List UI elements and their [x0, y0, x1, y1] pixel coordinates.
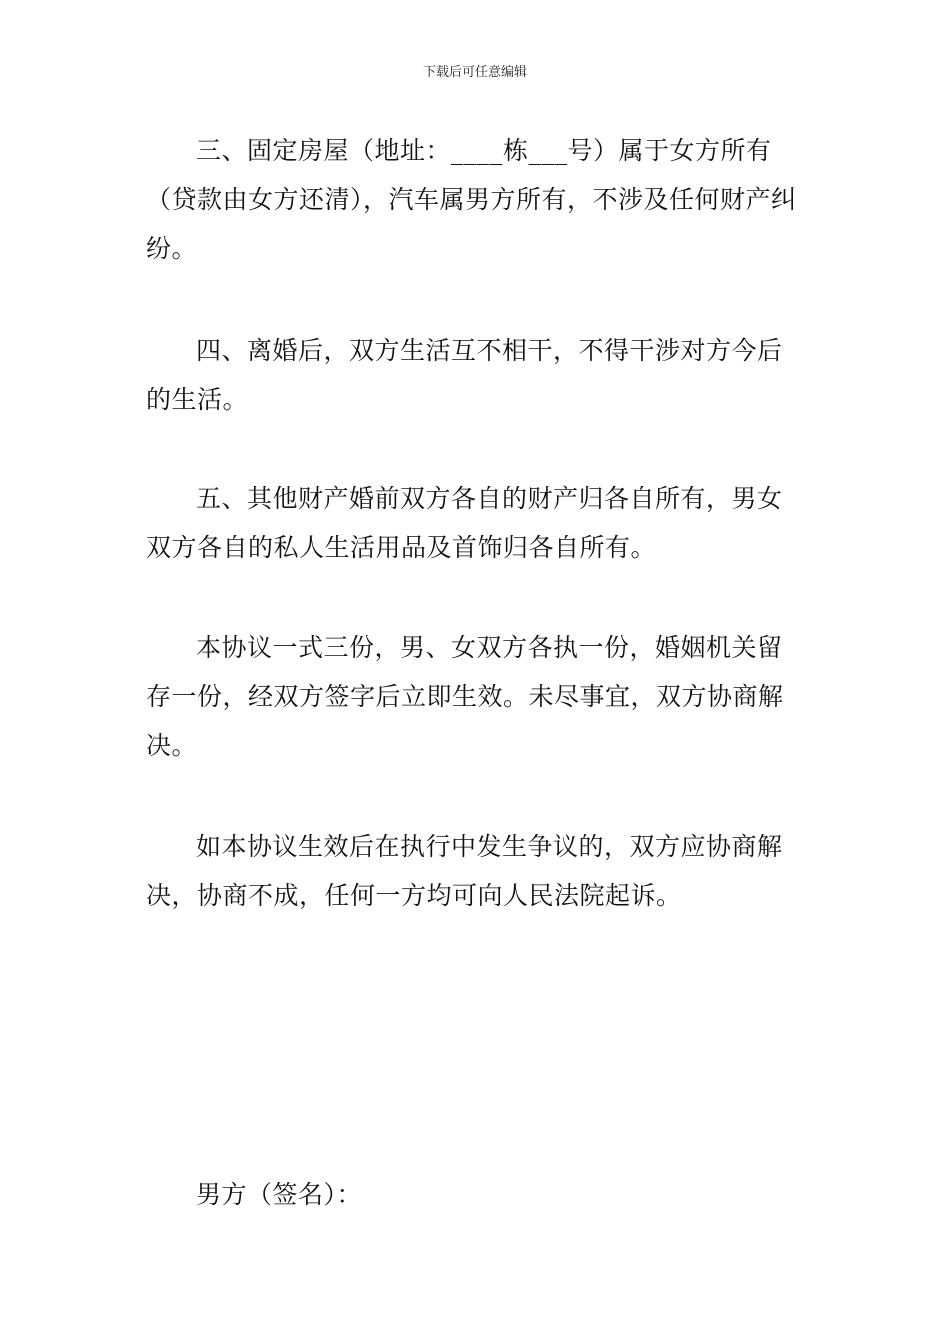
- page-header-note: 下载后可任意编辑: [422, 65, 527, 80]
- copies-clause: 本协议一式三份，男、女双方各执一份，婚姻机关留存一份，经双方签字后立即生效。未尽事宜，双方协商解决。: [146, 633, 784, 760]
- clause-4-independence: 四、离婚后，双方生活互不相干，不得干涉对方今后的生活。: [146, 336, 783, 414]
- dispute-clause: 如本协议生效后在执行中发生争议的，双方应协商解决，协商不成，任何一方均可向人民法院起诉。: [146, 832, 783, 910]
- clause-3-property: 三、固定房屋（地址：____栋___号）属于女方所有（贷款由女方还清），汽车属男方所有，不涉及任何财产纠纷。: [146, 136, 797, 263]
- male-signature-label: 男方（签名）：: [196, 1180, 363, 1209]
- clause-5-other-property: 五、其他财产婚前双方各自的财产归各自所有，男女双方各自的私人生活用品及首饰归各自所有。: [146, 484, 783, 562]
